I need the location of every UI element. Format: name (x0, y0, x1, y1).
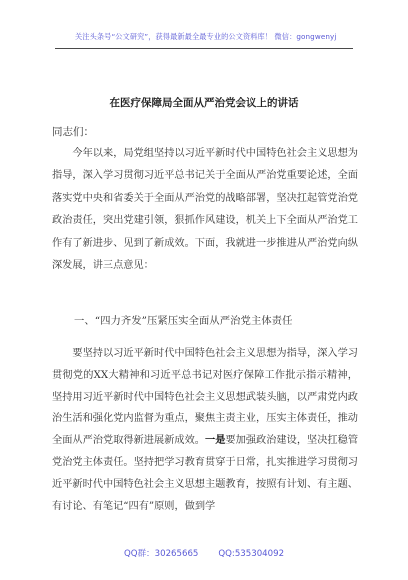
section-heading-1: 一、“四力齐发”压紧压实全面从严治党主体责任 (74, 315, 293, 327)
header-divider (55, 48, 353, 49)
document-title: 在医疗保障局全面从严治党会议上的讲话 (109, 97, 299, 109)
footer-contact (0, 547, 408, 559)
paragraph-section-1-part2: 要加强政治建设，坚决扛稳管党治党主体责任。坚持把学习教育贯穿于日常，扎实推进学习贯彻习近平新时代中国特色社会主义思想主题教育，按照有计划、有主题、有讨论、有笔记“四有”原则，做到学 (52, 435, 359, 512)
paragraph-intro: 今年以来，局党组坚持以习近平新时代中国特色社会主义思想为指导，深入学习贯彻习近平总书记关于全面从严治党重要论述，全面落实党中央和省委关于全面从严治党的战略部署，坚决扛起管党治党政治责任，突出党建引领，狠抓作风建设，机关上下全面从严治党工作有了新进步、见到了新成效。下面，我就进一步推进从严治党向纵深发展，讲三点意见： (52, 148, 358, 272)
paragraph-section-1-part1: 要坚持以习近平新时代中国特色社会主义思想为指导，深入学习贯彻党的XX大精神和习近平总书记对医疗保障工作批示指示精神，坚持用习近平新时代中国特色社会主义思想武装头脑，以严肃党内政治生活和强化党内监督为重点，聚焦主责主业，压实主体责任，推动全面从严治党取得新进展新成效。 (52, 348, 358, 447)
header-promo-text: 关注头条号“公文研究”，获得最新最全最专业的公文资料库！ 微信：gongwenyj (75, 32, 337, 41)
footer-qq-group: QQ群：30265665 (123, 549, 199, 559)
bold-lead-yishi: 一是 (205, 434, 226, 447)
footer-qq: QQ:535304092 (218, 549, 285, 559)
paragraph-section-1 (52, 343, 358, 517)
salutation: 同志们： (52, 126, 94, 138)
